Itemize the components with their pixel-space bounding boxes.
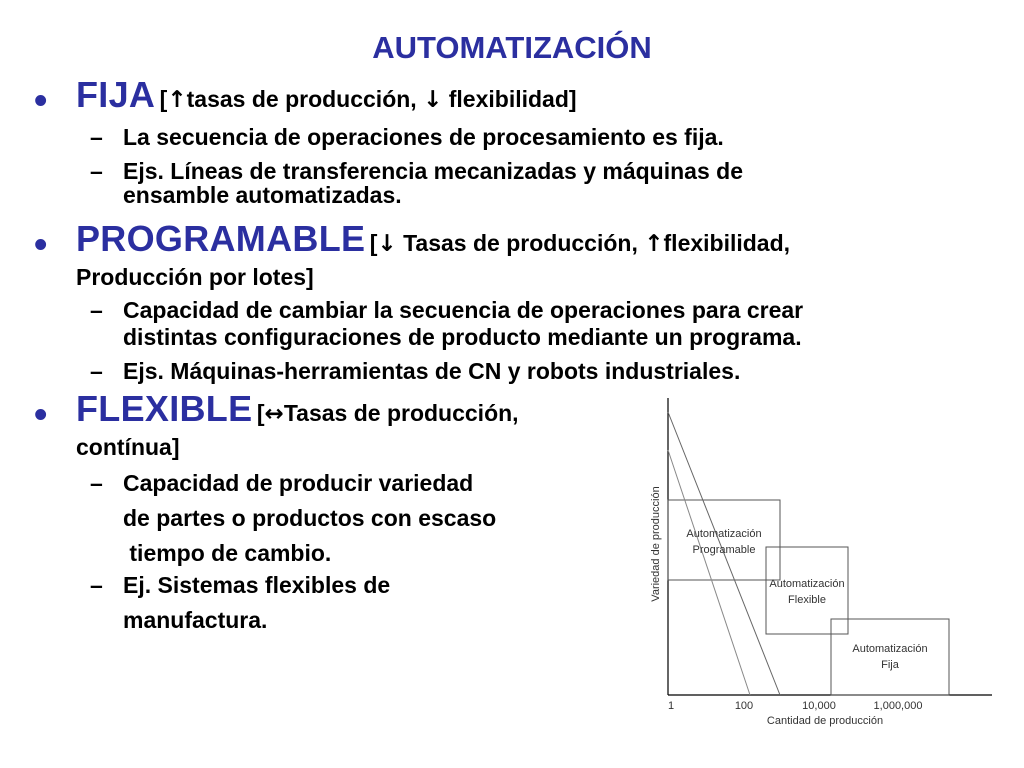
list-item <box>90 568 390 638</box>
box-programable <box>668 500 780 580</box>
list-item <box>90 358 740 385</box>
bullet-marker: • <box>34 80 48 122</box>
slide-title: AUTOMATIZACIÓN <box>372 30 652 65</box>
box-programable-label: Automatización Programable <box>686 528 762 556</box>
section-detail: [↑tasas de producción, ↓ flexibilidad] <box>159 86 577 113</box>
list-item-text: ensamble automatizadas. <box>123 182 402 208</box>
list-item-text: La secuencia de operaciones de procesamiento es fija. <box>123 124 724 150</box>
section-heading: FLEXIBLE <box>76 388 253 429</box>
section-detail-line2: contínua] <box>76 434 180 460</box>
section-detail-line2: Producción por lotes] <box>76 264 314 290</box>
section-flexible <box>34 388 519 462</box>
box-flexible-label: Automatización Flexible <box>769 578 845 606</box>
x-tick-label: 10,000 <box>802 700 836 712</box>
list-item-text: tiempo de cambio. <box>123 540 332 566</box>
list-item-text: manufactura. <box>123 607 268 633</box>
arrow-left-right-icon: ↔ <box>264 401 284 427</box>
section-fija <box>34 74 577 122</box>
list-item-text: Ejs. Líneas de transferencia mecanizadas y máquinas de <box>123 158 743 184</box>
section-heading: FIJA <box>76 74 156 115</box>
arrow-down-icon: ↓ <box>377 231 397 257</box>
dash-marker: – <box>90 297 103 323</box>
x-tick-label: 100 <box>734 700 754 712</box>
list-item-text: distintas configuraciones de producto mediante un programa. <box>123 324 802 350</box>
list-item <box>90 158 743 209</box>
bullet-marker: • <box>34 224 48 266</box>
y-axis-label: Variedad de producción <box>650 486 662 602</box>
list-item-text: Ejs. Máquinas-herramientas de CN y robots industriales. <box>123 358 741 384</box>
arrow-up-icon: ↑ <box>644 231 664 257</box>
list-item <box>90 466 496 571</box>
list-item <box>90 297 803 351</box>
section-programable <box>34 218 791 292</box>
dash-marker: – <box>90 124 103 150</box>
diagonal-line <box>668 450 750 695</box>
box-flexible <box>766 547 848 634</box>
box-fija <box>831 619 949 695</box>
box-fija-label: Automatización Fija <box>852 643 928 671</box>
list-item <box>90 124 724 151</box>
section-detail: [↔Tasas de producción, <box>256 400 519 427</box>
x-tick-label: 1,000,000 <box>873 700 923 712</box>
list-item-text: de partes o productos con escaso <box>123 505 497 531</box>
list-item-text: Ej. Sistemas flexibles de <box>123 572 391 598</box>
dash-marker: – <box>90 358 103 384</box>
dash-marker: – <box>90 470 103 496</box>
automation-diagram <box>640 390 1010 735</box>
x-tick-label: 1 <box>667 700 675 712</box>
list-item-text: Capacidad de cambiar la secuencia de operaciones para crear <box>123 297 804 323</box>
bullet-marker: • <box>34 394 48 436</box>
dash-marker: – <box>90 158 103 184</box>
section-heading: PROGRAMABLE <box>76 218 366 259</box>
list-item-text: Capacidad de producir variedad <box>123 470 474 496</box>
dash-marker: – <box>90 572 103 598</box>
section-detail: [↓ Tasas de producción, ↑flexibilidad, <box>369 230 791 257</box>
arrow-down-icon: ↓ <box>423 87 443 113</box>
arrow-up-icon: ↑ <box>167 87 187 113</box>
x-axis-label: Cantidad de producción <box>766 715 884 727</box>
